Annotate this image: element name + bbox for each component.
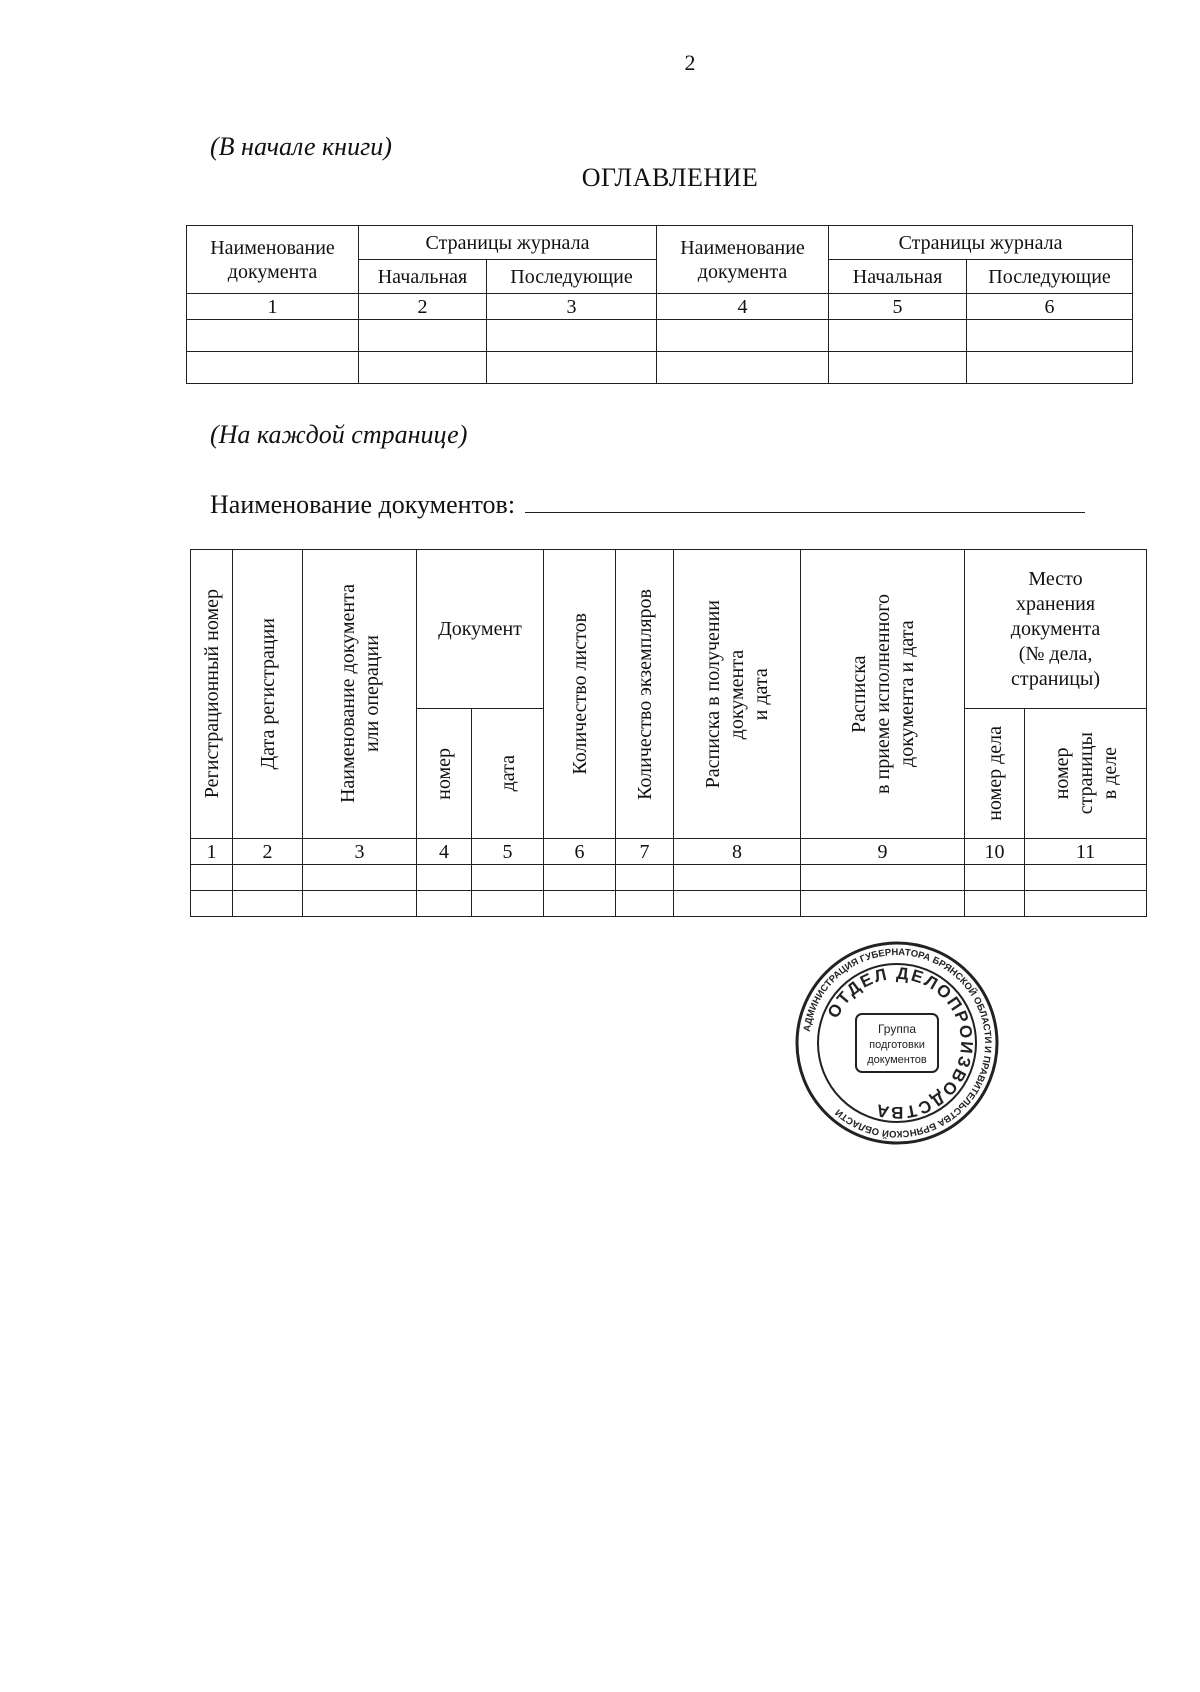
doc-names-blank-line <box>525 488 1085 513</box>
toc-placement-note: (В начале книги) <box>210 132 392 161</box>
toc-col-number: 2 <box>359 294 487 320</box>
reg-header-doc-name: Наименование документа или операции <box>303 550 417 839</box>
reg-header-storage-place: Место хранения документа (№ дела, страницы) <box>965 550 1147 709</box>
reg-header-receipt-executed: Расписка в приеме исполненного документа и дата <box>801 550 965 839</box>
reg-col-number: 3 <box>303 839 417 865</box>
toc-col-number: 5 <box>829 294 967 320</box>
page-number: 2 <box>684 50 696 75</box>
toc-header-following-2: Последующие <box>967 260 1133 294</box>
toc-col-number: 1 <box>187 294 359 320</box>
reg-header-case-number: номер дела <box>965 709 1025 839</box>
stamp-outer-text: АДМИНИСТРАЦИЯ ГУБЕРНАТОРА БРЯНСКОЙ ОБЛАСТИ И ПРАВИТЕЛЬСТВА БРЯНСКОЙ ОБЛАСТИ <box>801 946 994 1140</box>
doc-names-field <box>210 488 1085 520</box>
reg-col-number: 6 <box>544 839 616 865</box>
toc-empty-row <box>187 320 1133 352</box>
toc-empty-row <box>187 352 1133 384</box>
reg-header-reg-date: Дата регистрации <box>233 550 303 839</box>
toc-header-following-1: Последующие <box>487 260 657 294</box>
reg-header-sheets-count: Количество листов <box>544 550 616 839</box>
toc-col-number: 6 <box>967 294 1133 320</box>
reg-col-number: 8 <box>674 839 801 865</box>
doc-names-label: Наименование документов: <box>210 490 516 519</box>
toc-col-number: 3 <box>487 294 657 320</box>
reg-empty-row <box>191 891 1147 917</box>
registry-placement-note: (На каждой странице) <box>210 420 468 449</box>
reg-header-doc-number: номер <box>417 709 472 839</box>
toc-header-start-1: Начальная <box>359 260 487 294</box>
stamp-center-line-2: подготовки <box>869 1039 925 1051</box>
toc-column-numbers-row <box>187 294 1133 320</box>
reg-col-number: 4 <box>417 839 472 865</box>
reg-col-number: 9 <box>801 839 965 865</box>
toc-title: ОГЛАВЛЕНИЕ <box>581 163 759 192</box>
reg-header-copies-count: Количество экземпляров <box>616 550 674 839</box>
stamp-center-line-1: Группа <box>877 1022 917 1036</box>
reg-header-document: Документ <box>417 550 544 709</box>
registry-table <box>190 549 1147 917</box>
toc-header-journal-pages-1: Страницы журнала <box>359 226 657 260</box>
reg-col-number: 11 <box>1025 839 1147 865</box>
reg-header-pages-in-case: номер страницы в деле <box>1025 709 1147 839</box>
reg-col-number: 2 <box>233 839 303 865</box>
reg-header-reg-number: Регистрационный номер <box>191 550 233 839</box>
stamp-center-line-3: документов <box>867 1054 927 1066</box>
toc-table <box>186 225 1133 384</box>
toc-header-journal-pages-2: Страницы журнала <box>829 226 1133 260</box>
reg-col-number: 5 <box>472 839 544 865</box>
reg-empty-row <box>191 865 1147 891</box>
toc-header-doc-name-2: Наименование документа <box>657 226 829 294</box>
official-seal-stamp <box>792 938 1002 1148</box>
reg-col-number: 10 <box>965 839 1025 865</box>
reg-col-number: 1 <box>191 839 233 865</box>
reg-column-numbers-row <box>191 839 1147 865</box>
reg-col-number: 7 <box>616 839 674 865</box>
stamp-department-text: ОТДЕЛ ДЕЛОПРОИЗВОДСТВА <box>823 963 977 1123</box>
reg-header-receipt-received: Расписка в получении документа и дата <box>674 550 801 839</box>
toc-header-doc-name-1: Наименование документа <box>187 226 359 294</box>
toc-col-number: 4 <box>657 294 829 320</box>
toc-header-start-2: Начальная <box>829 260 967 294</box>
reg-header-doc-date: дата <box>472 709 544 839</box>
